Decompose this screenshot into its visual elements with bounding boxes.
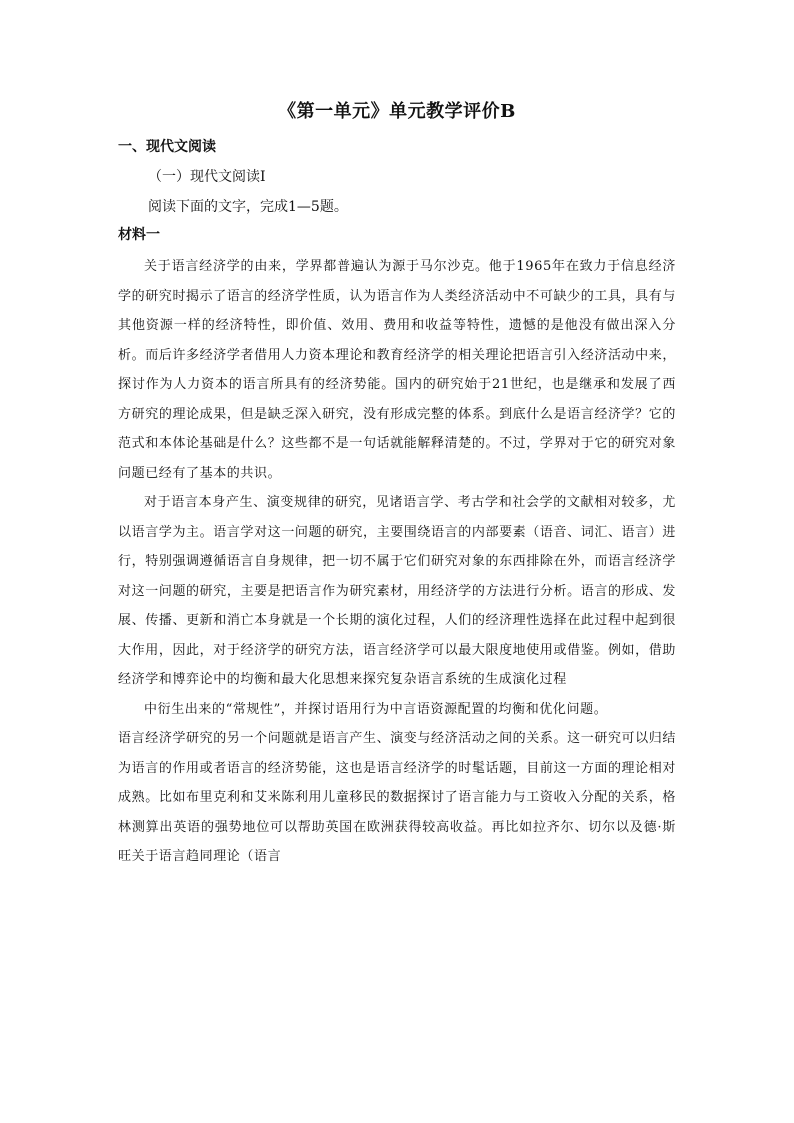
paragraph-3: 语言经济学研究的另一个问题就是语言产生、演变与经济活动之间的关系。这一研究可以归结为语言的作用或者语言的经济势能，这也是语言经济学的时髦话题，目前这一方面的理论相对成熟。比如布里克利和艾米陈利用儿童移民的数据探讨了语言能力与工资收入分配的关系，格林测算出英语的强势地位可以帮助英国在欧洲获得较高收益。再比如拉齐尔、切尔以及德·斯旺关于语言趋同理论（语言 [118,731,676,864]
section-heading: 一、现代文阅读 [118,139,216,155]
document-title: 《第一单元》单元教学评价B [278,101,516,122]
paragraph-2: 对于语言本身产生、演变规律的研究，见诸语言学、考古学和社会学的文献相对较多，尤以语言学为主。语言学对这一问题的研究，主要围绕语言的内部要素（语音、词汇、语言）进行，特别强调遵循语言自身规律，把一切不属于它们研究对象的东西排除在外，而语言经济学对这一问题的研究，主要是把语言作为研究素材，用经济学的方法进行分析。语言的形成、发展、传播、更新和消亡本身就是一个长期的演化过程，人们的经济理性选择在此过程中起到很大作用，因此，对于经济学的研究方法，语言经济学可以最大限度地使用或借鉴。例如，借助经济学和博弈论中的均衡和最大化思想来探究复杂语言系统的生成演化过程 [118,495,676,687]
paragraph-1: 关于语言经济学的由来，学界都普遍认为源于马尔沙克。他于1965年在致力于信息经济学的研究时揭示了语言的经济学性质，认为语言作为人类经济活动中不可缺少的工具，具有与其他资源一样的经济特性，即价值、效用、费用和收益等特性，遗憾的是他没有做出深入分析。而后许多经济学者借用人力资本理论和教育经济学的相关理论把语言引入经济活动中来，探讨作为人力资本的语言所具有的经济势能。国内的研究始于21世纪，也是继承和发展了西方研究的理论成果，但是缺乏深入研究，没有形成完整的体系。到底什么是语言经济学？它的范式和本体论基础是什么？这些都不是一句话就能解释清楚的。不过，学界对于它的研究对象问题已经有了基本的共识。 [118,259,676,481]
paragraph-2-continuation: 中衍生出来的“常规性”，并探讨语用行为中言语资源配置的均衡和优化问题。 [144,701,608,717]
body-text [118,252,676,872]
material-heading: 材料一 [118,227,160,243]
reading-instruction: 阅读下面的文字，完成1—5题。 [148,199,348,215]
subsection-heading: （一）现代文阅读Ⅰ [148,169,266,185]
document-page [118,100,676,872]
